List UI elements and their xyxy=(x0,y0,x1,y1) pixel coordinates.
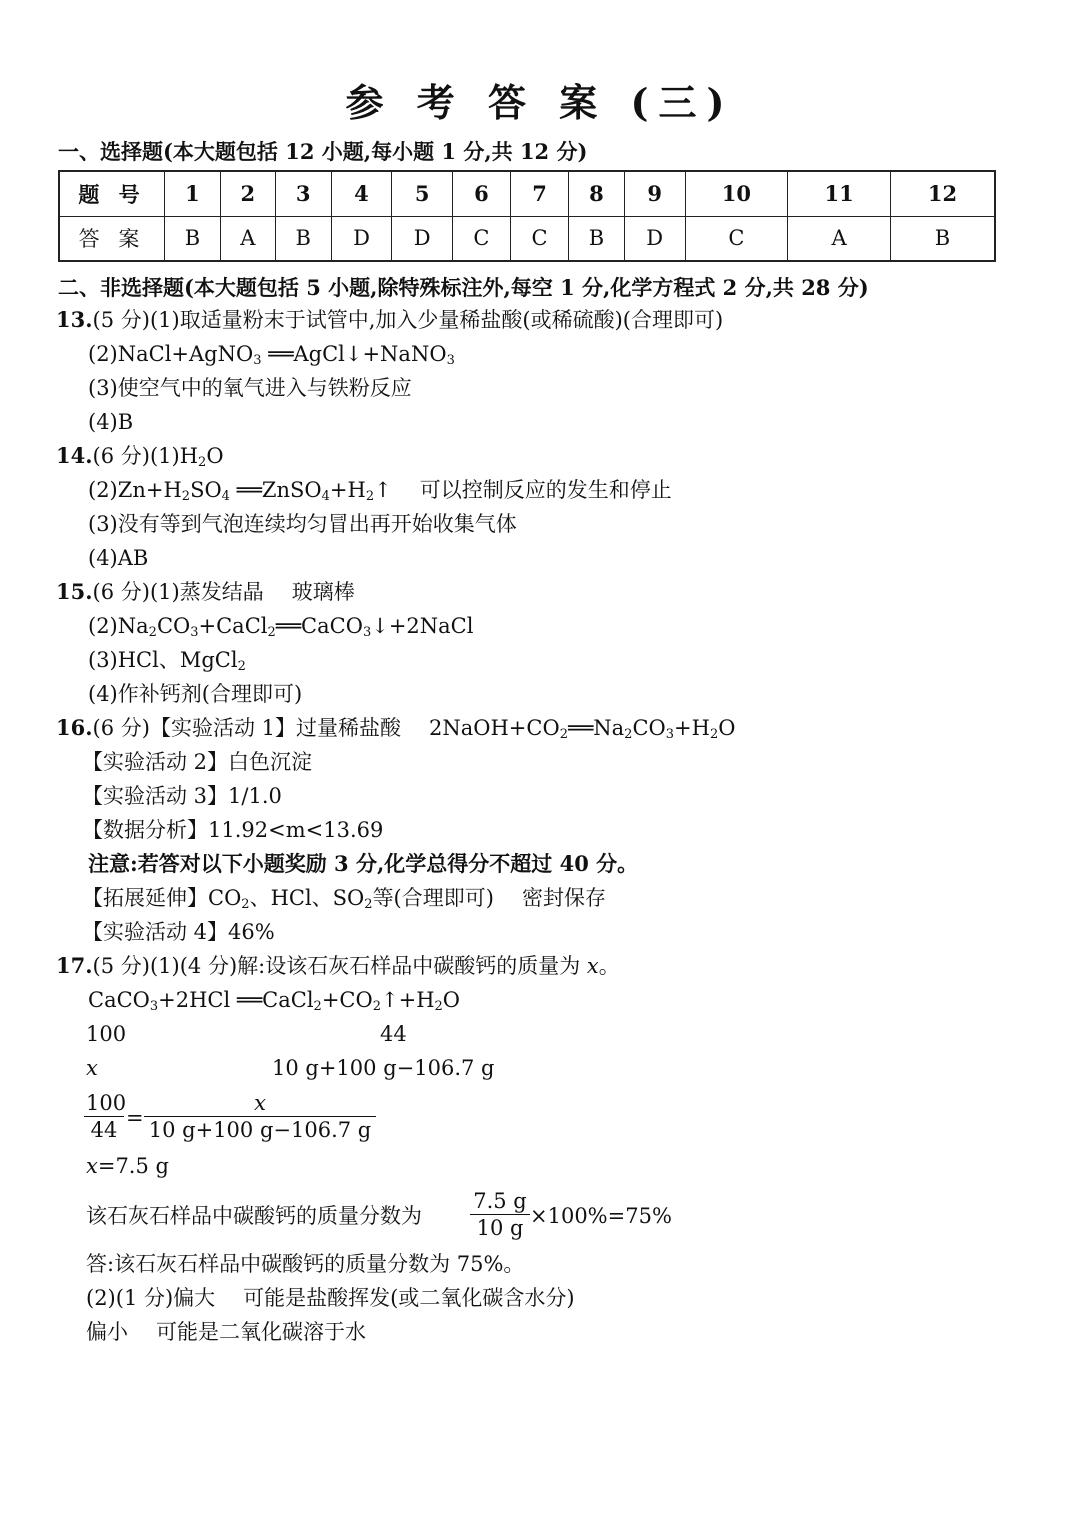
equation-part: ══Na xyxy=(567,716,625,740)
variable-x: x xyxy=(86,1154,98,1178)
result-line xyxy=(86,1152,169,1180)
section-2-heading: 二、非选择题(本大题包括 5 小题,除特殊标注外,每空 1 分,化学方程式 2 分,共 28 分) xyxy=(58,275,869,300)
q13-line-1 xyxy=(56,306,723,334)
variable-x: x xyxy=(86,1056,98,1080)
answer-cell: D xyxy=(392,216,453,261)
equation-part: +2HCl ══CaCl xyxy=(158,988,314,1012)
percentage-result: ×100%=75% xyxy=(530,1204,672,1228)
subscript: 3 xyxy=(149,999,159,1014)
subscript: 2 xyxy=(365,489,375,504)
fraction-x-over-mass xyxy=(144,1090,376,1143)
q17-part-2 xyxy=(86,1284,575,1312)
answer-cell: A xyxy=(788,216,891,261)
equation-part: (2)NaCl+AgNO xyxy=(88,342,254,366)
equation-part: O xyxy=(442,988,461,1012)
subscript: 2 xyxy=(434,999,443,1014)
answer-text: O xyxy=(206,444,224,468)
answer-text: 【拓展延伸】CO xyxy=(82,886,242,910)
question-number: 10 xyxy=(685,171,788,216)
q16-line-4: 【数据分析】11.92<m<13.69 xyxy=(82,818,384,842)
denominator: 10 g+100 g−106.7 g xyxy=(148,1118,372,1142)
answer-cell: B xyxy=(569,216,625,261)
answer-text: (2)(1 分)偏大 xyxy=(86,1286,216,1310)
answer-text: (5 分)(1)(4 分)解:设该石灰石样品中碳酸钙的质量为 xyxy=(92,954,587,978)
question-number: 9 xyxy=(624,171,685,216)
answer-text: 可能是盐酸挥发(或二氧化碳含水分) xyxy=(243,1286,575,1310)
equation-part: (2)Zn+H xyxy=(88,478,182,502)
subscript: 2 xyxy=(181,489,191,504)
equation-part: +CO xyxy=(321,988,373,1012)
numerator: x xyxy=(144,1090,376,1117)
equation-part: ══CaCO xyxy=(275,614,363,638)
equation-part: 2NaOH+CO xyxy=(429,716,560,740)
variable-x: x xyxy=(586,954,599,978)
subscript: 2 xyxy=(313,999,322,1014)
answer-text: 可以控制反应的发生和停止 xyxy=(419,478,672,502)
equation-part: ↑+H xyxy=(381,988,435,1012)
subscript: 2 xyxy=(241,897,250,912)
q14-line-1 xyxy=(56,442,224,477)
fraction-7-5-over-10 xyxy=(470,1188,530,1241)
subscript: 3 xyxy=(665,727,675,742)
subscript: 2 xyxy=(372,999,381,1014)
question-number: 5 xyxy=(392,171,453,216)
q13-number: 13. xyxy=(56,307,93,332)
result-value: =7.5 g xyxy=(97,1154,169,1178)
question-number: 12 xyxy=(891,171,995,216)
table-row xyxy=(59,216,995,261)
answer-text: 等(合理即可) xyxy=(372,886,494,910)
equation-part: +CaCl xyxy=(198,614,268,638)
answer-text: (6 分)【实验活动 1】过量稀盐酸 xyxy=(92,716,402,740)
subscript: 2 xyxy=(148,625,157,640)
answer-cell: C xyxy=(452,216,510,261)
numerator: 7.5 g xyxy=(470,1188,530,1215)
q16-line-6 xyxy=(82,884,606,919)
answer-cell: D xyxy=(624,216,685,261)
equation-part: CO xyxy=(632,716,666,740)
q17-line-1 xyxy=(56,952,620,980)
subscript: 3 xyxy=(190,625,199,640)
question-number: 3 xyxy=(275,171,331,216)
q14-line-4: (4)AB xyxy=(88,546,149,570)
answer-text: (3)HCl、MgCl xyxy=(88,648,238,672)
answer-text: 可能是二氧化碳溶于水 xyxy=(156,1320,366,1344)
equation-part: +H xyxy=(674,716,710,740)
question-number: 6 xyxy=(452,171,510,216)
denominator: 10 g xyxy=(476,1216,524,1240)
q17-part-2b xyxy=(86,1318,366,1346)
q16-line-7: 【实验活动 4】46% xyxy=(82,920,275,944)
page-title: 参 考 答 案 (三) xyxy=(345,80,735,125)
row-label-number: 题 号 xyxy=(59,171,165,216)
molar-mass-co2: 44 xyxy=(380,1022,407,1046)
q14-line-2 xyxy=(88,476,672,511)
molar-mass-caco3: 100 xyxy=(86,1022,127,1046)
question-number: 7 xyxy=(510,171,568,216)
equation-part: ↓+2NaCl xyxy=(371,614,474,638)
numerator: 100 xyxy=(86,1091,127,1115)
answer-cell: B xyxy=(165,216,221,261)
percentage-text: 该石灰石样品中碳酸钙的质量分数为 xyxy=(86,1204,422,1228)
section-1-heading: 一、选择题(本大题包括 12 小题,每小题 1 分,共 12 分) xyxy=(58,139,588,164)
answer-text: 、HCl、SO xyxy=(249,886,365,910)
subscript: 2 xyxy=(198,455,207,470)
answer-cell: C xyxy=(685,216,788,261)
answer-cell: B xyxy=(275,216,331,261)
answer-table xyxy=(58,170,996,262)
question-number: 1 xyxy=(165,171,221,216)
q17-equation xyxy=(88,986,460,1021)
answer-cell: B xyxy=(891,216,995,261)
subscript: 2 xyxy=(237,659,246,674)
q15-line-1 xyxy=(56,578,355,606)
answer-cell: C xyxy=(510,216,568,261)
q15-line-4: (4)作补钙剂(合理即可) xyxy=(88,682,303,706)
answer-cell: D xyxy=(331,216,392,261)
q13-line-2 xyxy=(88,340,455,375)
q13-line-3: (3)使空气中的氧气进入与铁粉反应 xyxy=(88,376,412,400)
q17-number: 17. xyxy=(56,953,93,978)
answer-cell: A xyxy=(220,216,275,261)
subscript: 3 xyxy=(362,625,372,640)
equation-part: CO xyxy=(156,614,191,638)
answer-text: (6 分)(1)蒸发结晶 xyxy=(92,580,264,604)
subscript: 4 xyxy=(221,489,230,504)
subscript: 2 xyxy=(559,727,568,742)
answer-text: 玻璃棒 xyxy=(291,580,355,604)
q13-line-4: (4)B xyxy=(88,410,134,434)
answer-text: 密封保存 xyxy=(521,886,606,910)
equation-part: ↑ xyxy=(374,478,392,502)
question-number: 11 xyxy=(788,171,891,216)
subscript: 2 xyxy=(624,727,633,742)
subscript: 4 xyxy=(321,489,330,504)
row-label-answer: 答 案 xyxy=(59,216,165,261)
subscript: 3 xyxy=(253,353,262,368)
equation-part: O xyxy=(718,716,736,740)
answer-text: 偏小 xyxy=(86,1320,128,1344)
equation-part: ══ZnSO xyxy=(229,478,322,502)
co2-mass-expression: 10 g+100 g−106.7 g xyxy=(272,1056,495,1080)
q16-note: 注意:若答对以下小题奖励 3 分,化学总得分不超过 40 分。 xyxy=(88,851,639,876)
answer-text: (6 分)(1)H xyxy=(92,444,199,468)
q15-line-2 xyxy=(88,612,473,647)
equation-part: +H xyxy=(329,478,366,502)
q16-line-2: 【实验活动 2】白色沉淀 xyxy=(82,750,313,774)
q16-line-1 xyxy=(56,714,735,749)
subscript: 2 xyxy=(709,727,719,742)
question-number: 2 xyxy=(220,171,275,216)
q15-number: 15. xyxy=(56,579,93,604)
q14-line-3: (3)没有等到气泡连续均匀冒出再开始收集气体 xyxy=(88,512,517,536)
answer-text: 。 xyxy=(598,954,620,978)
equation-part: CaCO xyxy=(88,988,150,1012)
q16-number: 16. xyxy=(56,715,93,740)
equation-part: SO xyxy=(190,478,222,502)
subscript: 2 xyxy=(267,625,276,640)
question-number: 8 xyxy=(569,171,625,216)
q15-line-3 xyxy=(88,646,246,681)
equation-part: (2)Na xyxy=(88,614,149,638)
table-row xyxy=(59,171,995,216)
question-number: 4 xyxy=(331,171,392,216)
q14-number: 14. xyxy=(56,443,93,468)
denominator: 44 xyxy=(90,1118,118,1142)
equation-part: ══AgCl↓+NaNO xyxy=(261,342,447,366)
q16-line-3: 【实验活动 3】1/1.0 xyxy=(82,784,282,808)
fraction-100-44 xyxy=(84,1090,127,1143)
q13-text: (5 分)(1)取适量粉末于试管中,加入少量稀盐酸(或稀硫酸)(合理即可) xyxy=(92,308,724,332)
final-answer: 答:该石灰石样品中碳酸钙的质量分数为 75%。 xyxy=(86,1252,525,1276)
subscript: 2 xyxy=(364,897,373,912)
subscript: 3 xyxy=(446,353,455,368)
equals-sign: = xyxy=(126,1106,144,1130)
